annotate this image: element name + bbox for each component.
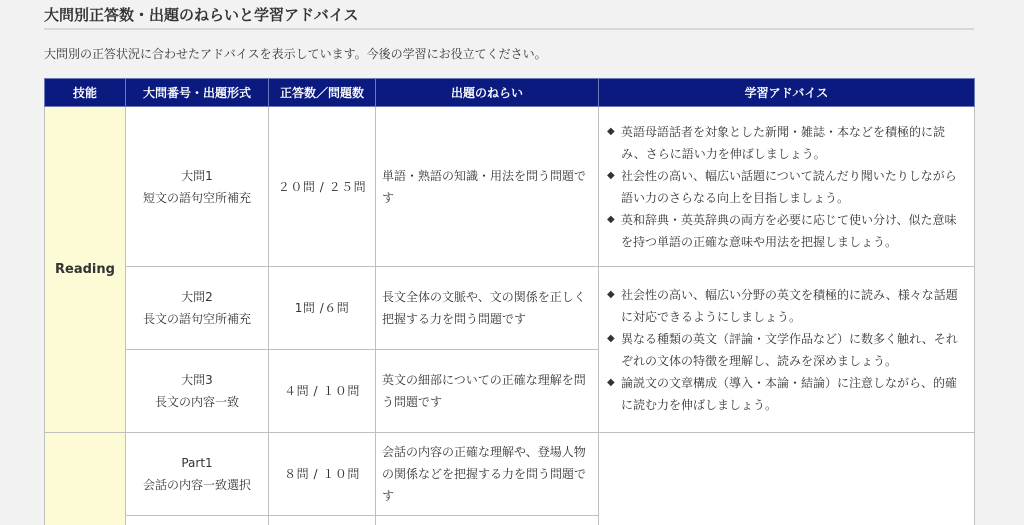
col-header-score: 正答数／問題数 bbox=[269, 79, 376, 107]
question-cell bbox=[126, 267, 269, 350]
question-number: 大問3 bbox=[181, 373, 213, 387]
question-type: 長文の語句空所補充 bbox=[142, 312, 251, 326]
table-row bbox=[45, 433, 975, 516]
advice-text: 英語母語話者を対象とした新聞・雑誌・本などを積極的に読み、さらに語い力を伸ばしましょう。 bbox=[621, 124, 946, 161]
diamond-bullet-icon: ◆ bbox=[607, 213, 615, 225]
diamond-bullet-icon: ◆ bbox=[607, 288, 615, 300]
aim-cell: 長文全体の文脈や、文の関係を正しく把握する力を問う問題です bbox=[376, 267, 599, 350]
aim-cell bbox=[376, 516, 599, 525]
col-header-aim: 出題のねらい bbox=[376, 79, 599, 107]
score-cell bbox=[269, 516, 376, 525]
col-header-advice: 学習アドバイス bbox=[599, 79, 975, 107]
question-cell bbox=[126, 350, 269, 433]
intro-text: 大問別の正答状況に合わせたアドバイスを表示しています。今後の学習にお役立てください。 bbox=[44, 47, 547, 61]
advice-text: 論説文の文章構成（導入・本論・結論）に注意しながら、的確に読む力を伸ばしましょう。 bbox=[621, 375, 958, 412]
aim-cell: 英文の細部についての正確な理解を問う問題です bbox=[376, 350, 599, 433]
advice-item bbox=[607, 209, 966, 253]
score-cell: 1問 /６問 bbox=[269, 267, 376, 350]
aim-cell: 会話の内容の正確な理解や、登場人物の関係などを把握する力を問う問題です bbox=[376, 433, 599, 516]
advice-item bbox=[607, 284, 966, 328]
score-cell: ２０問 / ２５問 bbox=[269, 107, 376, 267]
score-cell: ８問 / １０問 bbox=[269, 433, 376, 516]
question-cell bbox=[126, 107, 269, 267]
skill-cell-reading: Reading bbox=[45, 107, 126, 433]
advice-cell bbox=[599, 267, 975, 433]
advice-text: 異なる種類の英文（評論・文学作品など）に数多く触れ、それぞれの文体の特徴を理解し、読みを深めましょう。 bbox=[621, 331, 958, 368]
advice-cell bbox=[599, 433, 975, 525]
aim-cell: 単語・熟語の知識・用法を問う問題です bbox=[376, 107, 599, 267]
skill-cell-listening bbox=[45, 433, 126, 525]
question-number: 大問1 bbox=[181, 168, 213, 183]
diamond-bullet-icon: ◆ bbox=[607, 125, 615, 137]
question-number: Part1 bbox=[181, 456, 213, 470]
advice-item bbox=[607, 121, 966, 165]
table-row bbox=[45, 107, 975, 267]
question-cell bbox=[126, 516, 269, 525]
advice-item bbox=[607, 372, 966, 416]
results-table bbox=[44, 78, 975, 525]
question-cell bbox=[126, 433, 269, 516]
table-row bbox=[45, 267, 975, 350]
advice-item bbox=[607, 328, 966, 372]
page-title: 大問別正答数・出題のねらいと学習アドバイス bbox=[44, 0, 974, 30]
advice-text: 社会性の高い、幅広い分野の英文を積極的に読み、様々な話題に対応できるようにしましょう。 bbox=[621, 287, 958, 324]
question-type: 会話の内容一致選択 bbox=[142, 478, 251, 492]
diamond-bullet-icon: ◆ bbox=[607, 376, 615, 388]
advice-cell bbox=[599, 107, 975, 267]
advice-item bbox=[607, 165, 966, 209]
diamond-bullet-icon: ◆ bbox=[607, 169, 615, 181]
question-type: 短文の語句空所補充 bbox=[142, 190, 251, 205]
diamond-bullet-icon: ◆ bbox=[607, 332, 615, 344]
col-header-question: 大問番号・出題形式 bbox=[126, 79, 269, 107]
advice-text: 英和辞典・英英辞典の両方を必要に応じて使い分け、似た意味を持つ単語の正確な意味や用法を把握しましょう。 bbox=[621, 212, 957, 249]
table-header-row bbox=[45, 79, 975, 107]
score-cell: ４問 / １０問 bbox=[269, 350, 376, 433]
advice-text: 社会性の高い、幅広い話題について読んだり聞いたりしながら語い力のさらなる向上を目指しましょう。 bbox=[621, 168, 957, 205]
question-number: 大問2 bbox=[181, 290, 213, 304]
col-header-skill: 技能 bbox=[45, 79, 126, 107]
question-type: 長文の内容一致 bbox=[154, 395, 239, 409]
